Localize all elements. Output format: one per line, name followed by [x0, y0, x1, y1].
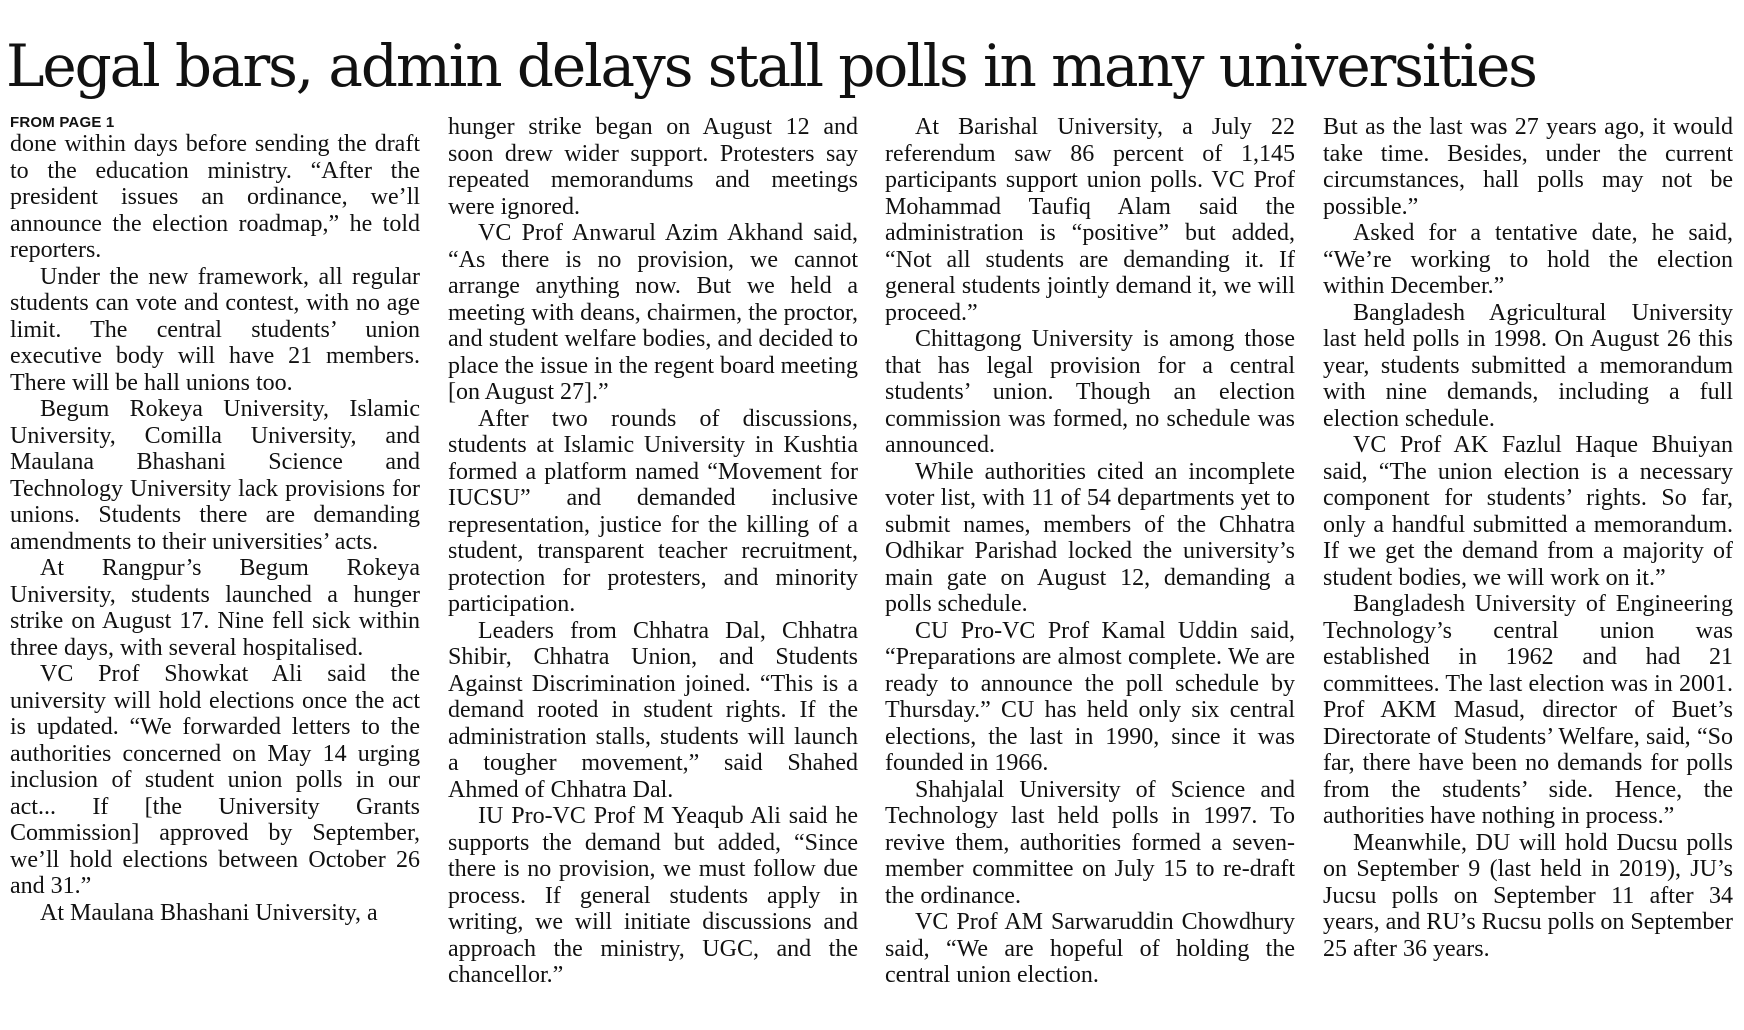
paragraph: done within days before sending the draft to the education ministry. “After the president issues an ordinance, we’ll announce the election roadmap,” he told reporters.: [10, 131, 420, 263]
paragraph: While authorities cited an incomplete voter list, with 11 of 54 departments yet to submit names, members of the Chhatra Odhikar Parishad locked the university’s main gate on August 12, demanding a polls schedule.: [885, 458, 1295, 617]
article-column-2: [448, 114, 858, 989]
paragraph: hunger strike began on August 12 and soon drew wider support. Protesters say repeated memorandums and meetings were ignored.: [448, 114, 858, 220]
paragraph: IU Pro-VC Prof M Yeaqub Ali said he supports the demand but added, “Since there is no provision, we must follow due process. If general students apply in writing, we will initiate discussions and approach the ministry, UGC, and the chancellor.”: [448, 803, 858, 988]
paragraph: But as the last was 27 years ago, it would take time. Besides, under the current circumstances, hall polls may not be possible.”: [1323, 114, 1733, 220]
paragraph: Under the new framework, all regular students can vote and contest, with no age limit. The central students’ union executive body will have 21 members. There will be hall unions too.: [10, 263, 420, 396]
paragraph: Meanwhile, DU will hold Ducsu polls on September 9 (last held in 2019), JU’s Jucsu polls on September 11 after 34 years, and RU’s Rucsu polls on September 25 after 36 years.: [1323, 829, 1733, 962]
paragraph: CU Pro-VC Prof Kamal Uddin said, “Preparations are almost complete. We are ready to announce the poll schedule by Thursday.” CU has held only six central elections, the last in 1990, since it was founded in 1966.: [885, 617, 1295, 776]
paragraph: Begum Rokeya University, Islamic University, Comilla University, and Maulana Bhashani Science and Technology University lack provisions for unions. Students there are demanding amendments to their universities’ acts.: [10, 396, 420, 555]
jump-line: FROM PAGE 1: [10, 114, 115, 131]
paragraph: Bangladesh University of Engineering Technology’s central union was established in 1962 and had 21 committees. The last election was in 2001. Prof AKM Masud, director of Buet’s Directorate of Students’ Welfare, said, “So far, there have been no demands for polls from the students’ side. Hence, the authorities have nothing in process.”: [1323, 591, 1733, 829]
paragraph: VC Prof AM Sarwaruddin Chowdhury said, “We are hopeful of holding the central union election.: [885, 909, 1295, 988]
paragraph: Shahjalal University of Science and Technology last held polls in 1997. To revive them, authorities formed a seven-member committee on July 15 to re-draft the ordinance.: [885, 776, 1295, 909]
paragraph: At Rangpur’s Begum Rokeya University, students launched a hunger strike on August 17. Nine fell sick within three days, with several hospitalised.: [10, 555, 420, 661]
paragraph: VC Prof AK Fazlul Haque Bhuiyan said, “The union election is a necessary component for students’ rights. So far, only a handful submitted a memorandum. If we get the demand from a majority of student bodies, we will work on it.”: [1323, 432, 1733, 591]
paragraph: VC Prof Anwarul Azim Akhand said, “As there is no provision, we cannot arrange anything now. But we held a meeting with deans, chairmen, the proctor, and student welfare bodies, and decided to place the issue in the regent board meeting [on August 27].”: [448, 220, 858, 405]
paragraph: Chittagong University is among those that has legal provision for a central students’ union. Though an election commission was formed, no schedule was announced.: [885, 326, 1295, 458]
article-column-4: [1323, 114, 1733, 962]
paragraph: Bangladesh Agricultural University last held polls in 1998. On August 26 this year, students submitted a memorandum with nine demands, including a full election schedule.: [1323, 299, 1733, 432]
paragraph: After two rounds of discussions, students at Islamic University in Kushtia formed a platform named “Movement for IUCSU” and demanded inclusive representation, justice for the killing of a student, transparent teacher recruitment, protection for protesters, and minority participation.: [448, 405, 858, 617]
article-column-3: [885, 114, 1295, 989]
paragraph: Asked for a tentative date, he said, “We’re working to hold the election within December.”: [1323, 220, 1733, 299]
article-body: [10, 114, 1734, 1028]
paragraph: At Barishal University, a July 22 referendum saw 86 percent of 1,145 participants support union polls. VC Prof Mohammad Taufiq Alam said the administration is “positive” but added, “Not all students are demanding it. If general students jointly demand it, we will proceed.”: [885, 114, 1295, 326]
paragraph: VC Prof Showkat Ali said the university will hold elections once the act is updated. “We forwarded letters to the authorities concerned on May 14 urging inclusion of student union polls in our act... If [the University Grants Commission] approved by September, we’ll hold elections between October 26 and 31.”: [10, 661, 420, 899]
headline: Legal bars, admin delays stall polls in many universities: [6, 32, 1536, 100]
paragraph: Leaders from Chhatra Dal, Chhatra Shibir, Chhatra Union, and Students Against Discrimination joined. “This is a demand rooted in student rights. If the administration stalls, students will launch a tougher movement,” said Shahed Ahmed of Chhatra Dal.: [448, 617, 858, 803]
article-column-1: [10, 114, 420, 926]
paragraph: At Maulana Bhashani University, a: [40, 899, 378, 926]
